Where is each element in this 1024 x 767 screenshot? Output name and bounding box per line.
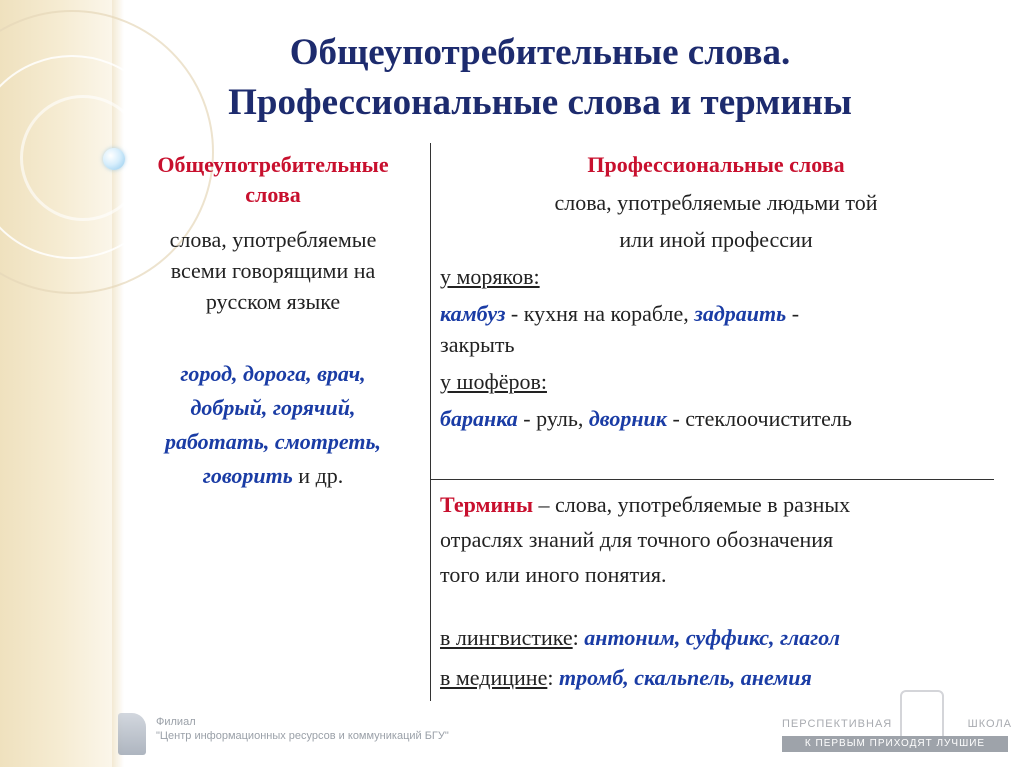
drivers-example <box>440 400 992 437</box>
professional-definition-line: или иной профессии <box>619 227 813 252</box>
term-meaning: - руль, <box>523 406 584 431</box>
publisher-text <box>156 715 449 743</box>
linguistics-example <box>440 618 992 658</box>
field-label: в лингвистике <box>440 625 573 650</box>
school-name-word: ШКОЛА <box>967 718 1012 730</box>
heading-line: Общеупотребительные <box>157 152 389 177</box>
example-word: говорить <box>202 463 293 488</box>
school-emblem-icon <box>900 690 944 738</box>
professional-definition-line: слова, употребляемые людьми той <box>554 190 878 215</box>
terms-text: – слова, употребляемые в разных <box>538 492 851 517</box>
publisher-watermark <box>118 713 538 759</box>
bookmark-icon <box>118 713 146 755</box>
terms-line: отраслях знаний для точного обозначения <box>440 527 834 552</box>
field-terms: тромб, скальпель, анемия <box>558 665 812 690</box>
field-label: в медицине <box>440 665 548 690</box>
colon: : <box>572 625 579 650</box>
terms-line <box>440 487 992 522</box>
school-name <box>782 718 1012 730</box>
example-line: работать, смотреть, <box>164 429 382 454</box>
column-divider <box>430 143 431 701</box>
common-words-examples <box>122 357 424 493</box>
terms-examples <box>440 618 992 698</box>
example-tail: и др. <box>298 463 344 488</box>
term-word: задраить <box>694 301 787 326</box>
term-meaning: - <box>791 301 800 326</box>
term-word: камбуз <box>440 301 506 326</box>
definition-line: всеми говорящими на <box>170 258 376 283</box>
term-meaning: - кухня на корабле, <box>510 301 689 326</box>
publisher-line: "Центр информационных ресурсов и коммуникаций БГУ" <box>156 730 449 742</box>
sailors-label: у моряков: <box>440 264 540 289</box>
common-words-definition <box>122 224 424 317</box>
drivers-label: у шофёров: <box>440 369 547 394</box>
school-logo <box>782 690 1012 760</box>
slide-title <box>130 28 950 128</box>
terms-line: того или иного понятия. <box>440 562 667 587</box>
common-words-column <box>122 150 424 493</box>
example-line: город, дорога, врач, <box>180 361 366 386</box>
term-word: баранка <box>440 406 518 431</box>
heading-line: слова <box>245 182 301 207</box>
publisher-line: Филиал <box>156 716 196 728</box>
section-divider <box>431 479 994 480</box>
example-line: добрый, горячий, <box>190 395 356 420</box>
term-word: дворник <box>588 406 667 431</box>
terms-word: Термины <box>440 492 534 517</box>
field-terms: антоним, суффикс, глагол <box>584 625 841 650</box>
school-name-word: ПЕРСПЕКТИВНАЯ <box>782 718 893 730</box>
colon: : <box>547 665 554 690</box>
term-meaning: - стеклоочиститель <box>672 406 852 431</box>
definition-line: слова, употребляемые <box>169 227 377 252</box>
terms-definition <box>440 487 992 592</box>
professional-words-column <box>440 150 992 437</box>
sailors-example-continued: закрыть <box>440 332 515 357</box>
definition-line: русском языке <box>205 289 341 314</box>
title-line-1: Общеупотребительные слова. <box>289 32 791 73</box>
title-line-2: Профессиональные слова и термины <box>228 82 852 123</box>
school-motto: К ПЕРВЫМ ПРИХОДЯТ ЛУЧШИЕ <box>782 736 1008 752</box>
common-words-heading <box>122 150 424 210</box>
example-line <box>122 459 424 493</box>
professional-words-heading: Профессиональные слова <box>587 152 845 177</box>
